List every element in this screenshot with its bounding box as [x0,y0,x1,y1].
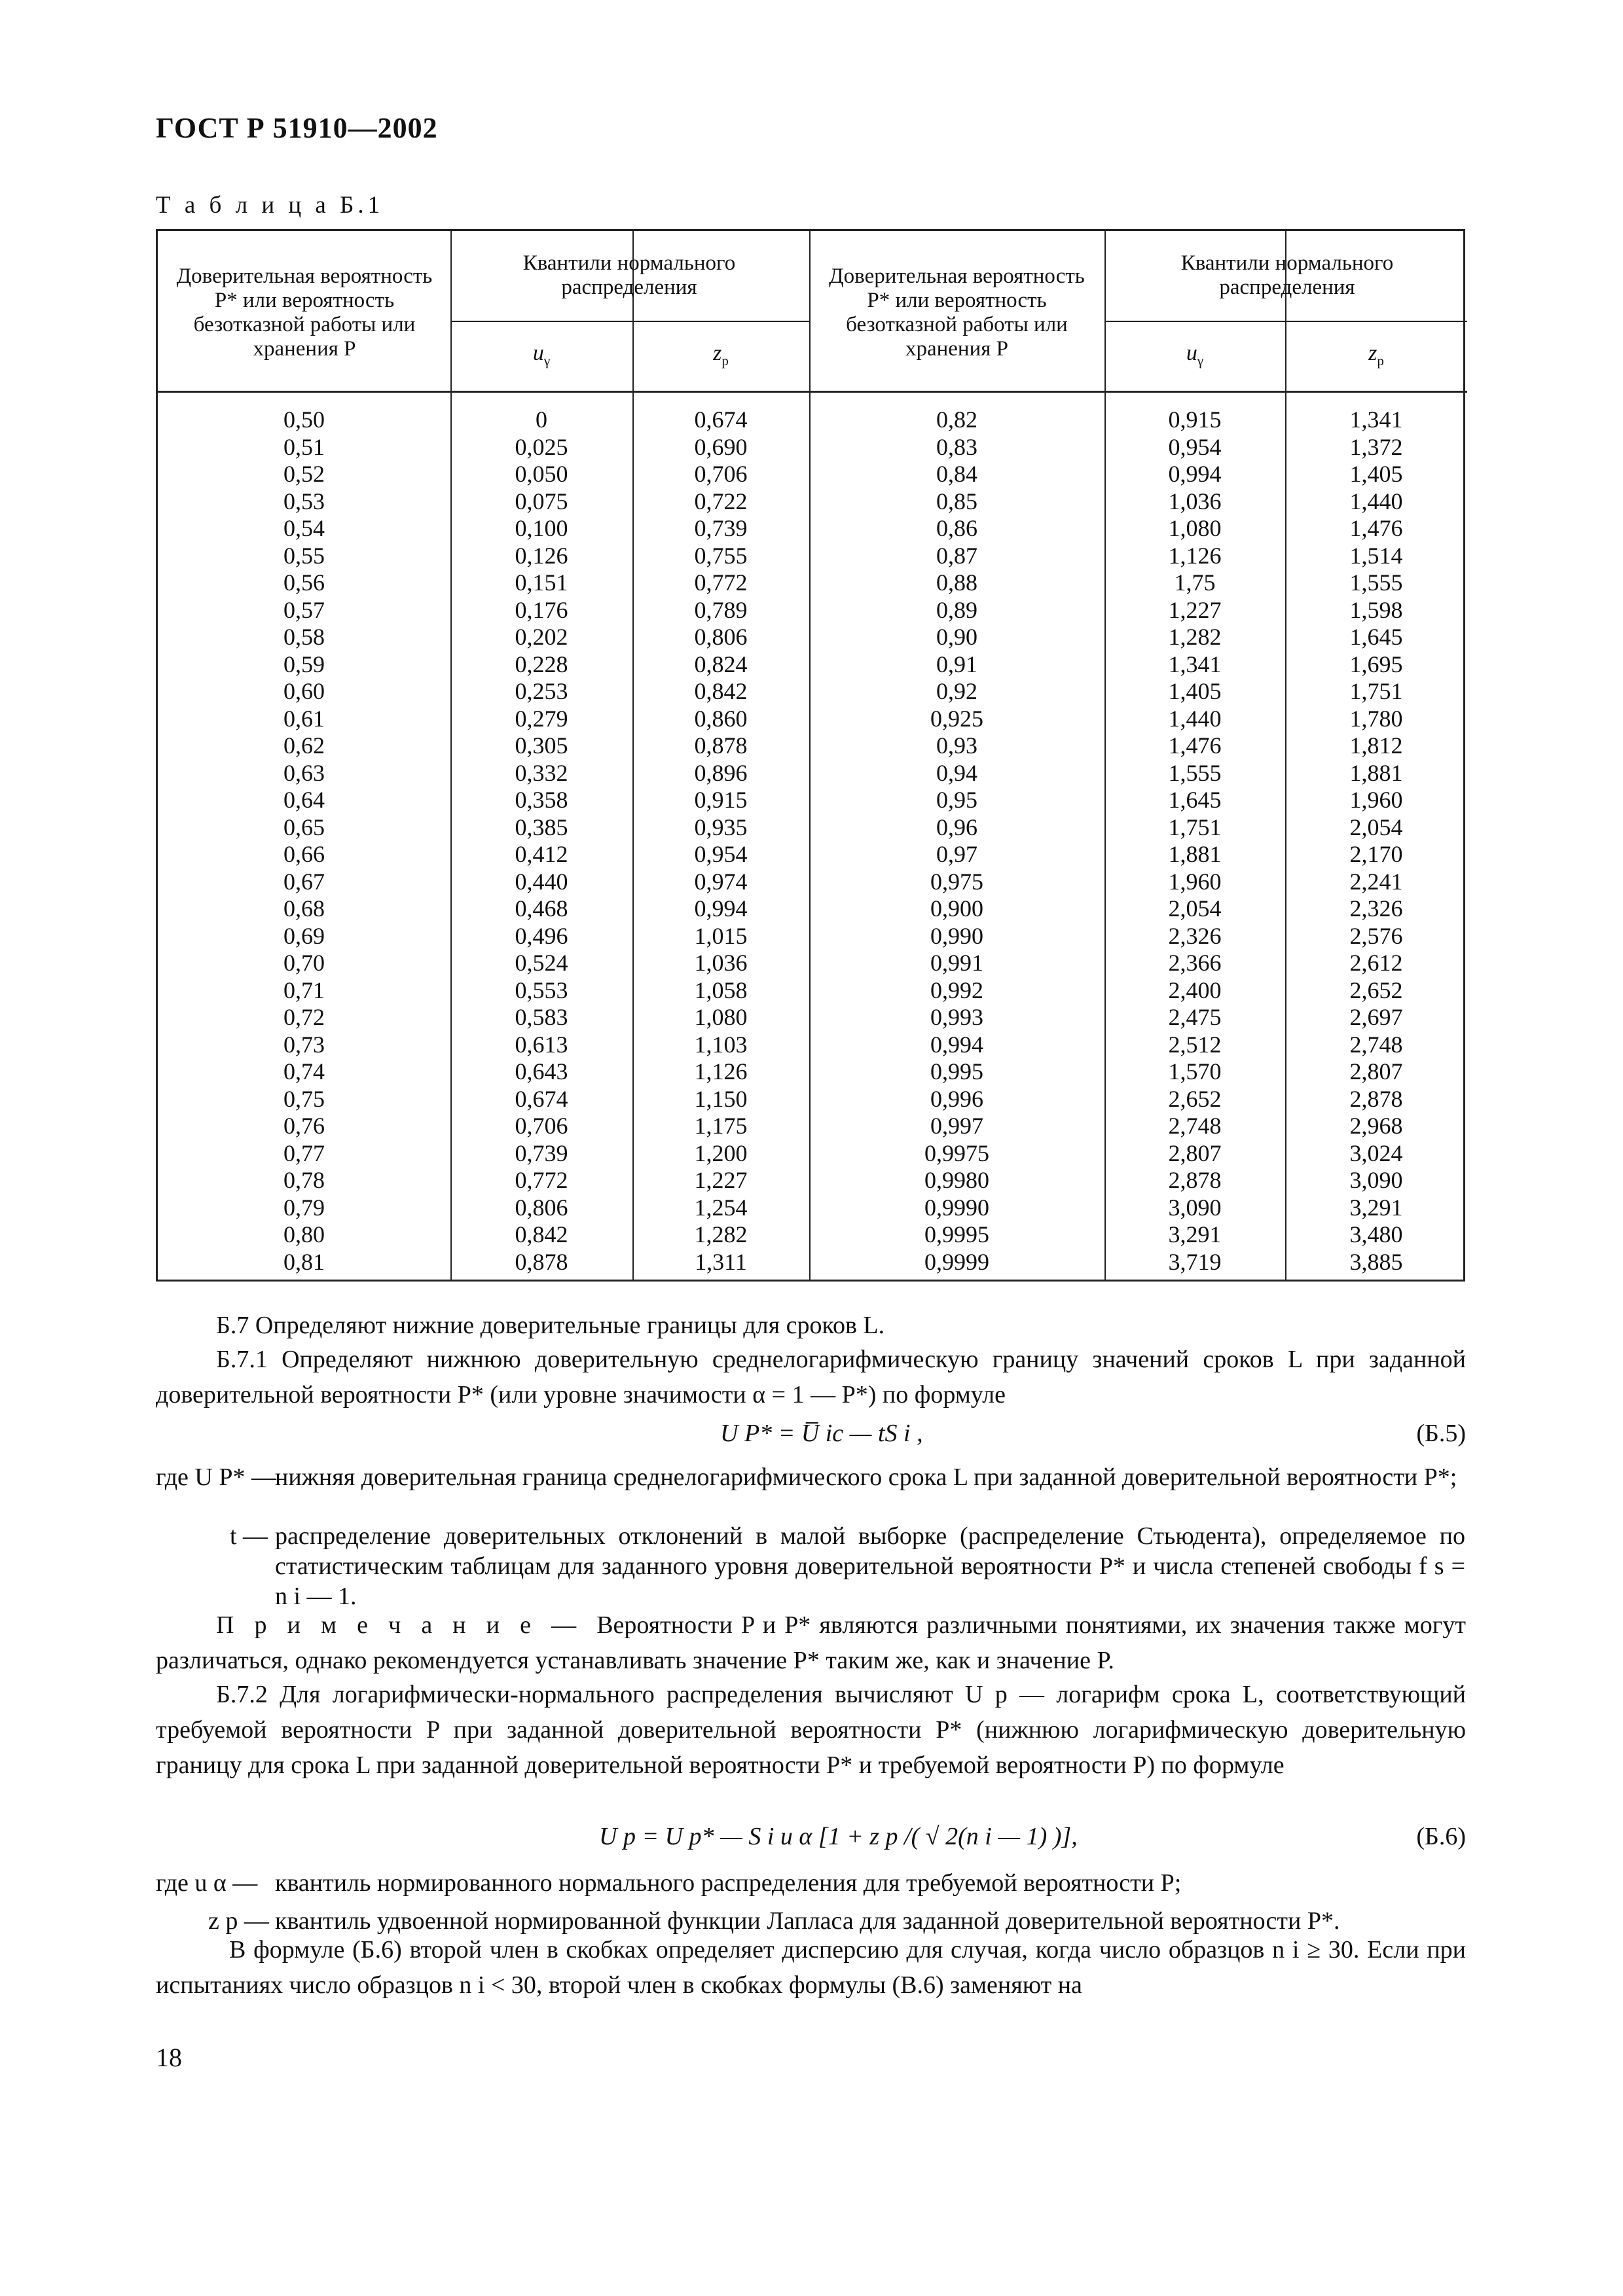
table-cell: 0,60 [283,678,325,704]
table-cell: 3,719 [1168,1248,1222,1275]
table-cell: 1,514 [1349,542,1403,569]
table-cell: 1,405 [1168,678,1222,704]
header-u-gamma: $u_\gamma$ [532,340,551,368]
table-cell: 0,86 [936,515,977,541]
table-cell: 0,358 [515,787,568,813]
table-cell: 0,674 [694,406,748,433]
table-cell: 3,885 [1349,1248,1403,1275]
formula-b5: U P* = U̅ ic — tS i , [720,1420,923,1447]
table-cell: 0,996 [930,1085,983,1112]
table-cell: 0,842 [515,1221,568,1247]
table-cell: 0,54 [283,515,325,541]
table-cell: 0,97 [936,841,977,867]
table-cell: 0,553 [515,977,568,1003]
table-cell: 1,080 [694,1004,748,1030]
table-cell: 0,253 [515,678,568,704]
table-cell: 2,652 [1349,977,1403,1003]
column-left-u [450,406,632,1276]
table-cell: 0,994 [694,895,748,922]
table-cell: 1,645 [1349,624,1403,650]
document-header: ГОСТ Р 51910—2002 [156,112,438,144]
table-cell: 0,52 [283,461,325,487]
table-cell: 1,311 [695,1248,747,1275]
column-right-z [1285,406,1467,1276]
table-cell: 2,054 [1349,814,1403,840]
formula-b6: U p = U p* — S i u α [1 + z p /( √ 2(n i — 1) )], [599,1823,1078,1850]
table-cell: 0,9995 [924,1221,989,1247]
table-cell: 1,036 [1168,488,1222,514]
table-cell: 2,512 [1168,1031,1222,1058]
table-cell: 0,63 [283,759,325,786]
table-cell: 2,241 [1349,868,1403,895]
table-cell: 0,126 [515,542,568,569]
table-cell: 1,080 [1168,515,1222,541]
table-cell: 0,68 [283,895,325,922]
table-cell: 0,55 [283,542,325,569]
table-cell: 0,706 [515,1113,568,1139]
table-divider [1104,321,1467,322]
table-cell: 0,991 [930,950,983,976]
table-cell: 1,476 [1168,732,1222,759]
table-cell: 0,9980 [924,1167,989,1193]
header-separator [158,391,1467,393]
table-cell: 0,806 [694,624,748,650]
table-cell: 0,706 [694,461,748,487]
table-cell: 3,291 [1349,1194,1403,1221]
table-cell: 0,81 [283,1248,325,1275]
where-term-upstar: где U P* — [156,1463,276,1491]
table-cell: 1,598 [1349,596,1403,623]
where-def-ualpha: квантиль нормированного нормального распределения для требуемой вероятности P; [275,1869,1182,1897]
table-cell: 0,739 [694,515,748,541]
header-u-gamma-right: $u_\gamma$ [1186,340,1204,368]
table-cell: 1,254 [694,1194,748,1221]
table-cell: 1,881 [1349,759,1403,786]
table-cell: 0,228 [515,651,568,677]
table-divider [450,321,809,322]
table-cell: 0,997 [930,1113,983,1139]
where-term-t: t — [230,1522,268,1550]
table-cell: 0,995 [930,1058,983,1085]
where-def-upstar: нижняя доверительная граница среднелогарифмического срока L при заданной доверительной вероятности P*; [275,1463,1457,1491]
header-z-p: $z_p$ [713,340,729,368]
table-cell: 0,76 [283,1113,325,1139]
table-cell: 1,282 [694,1221,748,1247]
table-cell: 1,015 [694,922,748,949]
paragraph-last: В формуле (Б.6) второй член в скобках определяет дисперсию для случая, когда число образцов n i ≥ 30. Если при испытаниях число образцов n i < 30, второй член в скобках формулы (В.6) заменяют на [156,1936,1466,1999]
table-cell: 0,151 [515,569,568,596]
table-cell: 0,878 [694,732,748,759]
table-cell: 0,72 [283,1004,325,1030]
table-cell: 0,53 [283,488,325,514]
table-cell: 1,282 [1168,624,1222,650]
table-cell: 1,126 [1168,542,1222,569]
table-cell: 1,103 [694,1031,748,1058]
table-cell: 0,878 [515,1248,568,1275]
table-cell: 1,695 [1349,651,1403,677]
table-cell: 0,58 [283,624,325,650]
table-cell: 0,974 [694,868,748,895]
table-cell: 0,77 [283,1139,325,1166]
header-probability: Доверительная вероятность P* или вероятность безотказной работы или хранения P [176,264,433,361]
table-cell: 0,772 [694,569,748,596]
table-cell: 0,87 [936,542,977,569]
table-cell: 0,690 [694,433,748,460]
table-cell: 0,613 [515,1031,568,1058]
table-cell: 0,94 [936,759,977,786]
table-cell: 2,878 [1168,1167,1222,1193]
table-cell: 0,71 [283,977,325,1003]
page-number: 18 [156,2043,182,2072]
table-cell: 1,372 [1349,433,1403,460]
table-cell: 0,78 [283,1167,325,1193]
table-cell: 0,75 [283,1085,325,1112]
table-cell: 0,925 [930,705,983,732]
header-quantiles-right: Квантили нормального распределения [1180,251,1394,299]
table-cell: 0,88 [936,569,977,596]
table-cell: 1,036 [694,950,748,976]
table-cell: 1,751 [1349,678,1403,704]
table-cell: 0,79 [283,1194,325,1221]
table-cell: 1,440 [1168,705,1222,732]
table-cell: 0,772 [515,1167,568,1193]
where-def-t: распределение доверительных отклонений в малой выборке (распределение Стьюдента), определяемое по статистическим таблицам для заданного уровня доверительной вероятности P* и числа степеней свободы f s = n i — 1. [275,1522,1465,1610]
note-paragraph [156,1607,1466,1678]
table-cell: 0,385 [515,814,568,840]
column-left-p [158,406,450,1276]
column-right-p [809,406,1104,1276]
table-cell: 3,291 [1168,1221,1222,1247]
table-cell: 2,054 [1168,895,1222,922]
table-cell: 0,70 [283,950,325,976]
table-cell: 0,9990 [924,1194,989,1221]
column-right-u [1104,406,1285,1276]
table-cell: 0,61 [283,705,325,732]
header-probability-right: Доверительная вероятность P* или вероятность безотказной работы или хранения P [829,264,1085,361]
table-cell: 0,915 [694,787,748,813]
table-cell: 0,62 [283,732,325,759]
table-cell: 1,881 [1168,841,1222,867]
table-cell: 0,994 [1168,461,1222,487]
table-cell: 0,332 [515,759,568,786]
table-cell: 0,954 [694,841,748,867]
table-cell: 0,74 [283,1058,325,1085]
table-cell: 0,075 [515,488,568,514]
table-cell: 2,326 [1168,922,1222,949]
table-cell: 0,915 [1168,406,1222,433]
table-cell: 0,66 [283,841,325,867]
table-cell: 0,51 [283,433,325,460]
table-title: Т а б л и ц а Б.1 [156,192,384,219]
table-cell: 1,341 [1168,651,1222,677]
column-left-z [632,406,809,1276]
table-cell: 0,994 [930,1031,983,1058]
table-cell: 0,85 [936,488,977,514]
table-cell: 0,755 [694,542,748,569]
table-cell: 0,583 [515,1004,568,1030]
table-cell: 0,93 [936,732,977,759]
table-cell: 2,475 [1168,1004,1222,1030]
table-cell: 0,025 [515,433,568,460]
table-cell: 0,524 [515,950,568,976]
table-cell: 2,878 [1349,1085,1403,1112]
table-cell: 1,751 [1168,814,1222,840]
table-cell: 1,812 [1349,732,1403,759]
table-cell: 0,50 [283,406,325,433]
quantile-table [156,229,1465,1282]
table-cell: 0,279 [515,705,568,732]
table-cell: 1,960 [1349,787,1403,813]
table-cell: 2,326 [1349,895,1403,922]
table-cell: 3,024 [1349,1139,1403,1166]
table-cell: 0,73 [283,1031,325,1058]
table-cell: 0,674 [515,1085,568,1112]
table-cell: 0 [536,406,547,433]
table-cell: 0,59 [283,651,325,677]
table-cell: 0,975 [930,868,983,895]
table-cell: 1,150 [694,1085,748,1112]
table-cell: 0,82 [936,406,977,433]
table-cell: 0,65 [283,814,325,840]
table-cell: 2,748 [1349,1031,1403,1058]
table-cell: 0,176 [515,596,568,623]
header-z-p-right: $z_p$ [1368,340,1384,368]
table-cell: 0,992 [930,977,983,1003]
table-cell: 1,175 [694,1113,748,1139]
table-cell: 1,227 [1168,596,1222,623]
table-cell: 1,126 [694,1058,748,1085]
table-cell: 0,496 [515,922,568,949]
table-cell: 1,555 [1168,759,1222,786]
table-cell: 1,200 [694,1139,748,1166]
table-cell: 0,896 [694,759,748,786]
where-def-zp: квантиль удвоенной нормированной функции Лапласа для заданной доверительной вероятности P*. [275,1907,1340,1935]
table-cell: 3,480 [1349,1221,1403,1247]
table-cell: 0,824 [694,651,748,677]
table-cell: 0,722 [694,488,748,514]
table-cell: 0,83 [936,433,977,460]
note-text: Вероятности P и P* являются различными понятиями, их значения также могут различаться, однако рекомендуется устанавливать значение P* таким же, как и значение P. [156,1611,1466,1674]
table-cell: 1,227 [694,1167,748,1193]
where-term-ualpha: где u α — [156,1869,258,1897]
table-cell: 0,860 [694,705,748,732]
table-cell: 1,476 [1349,515,1403,541]
table-cell: 2,697 [1349,1004,1403,1030]
table-cell: 0,954 [1168,433,1222,460]
table-cell: 0,69 [283,922,325,949]
formula-b5-number: (Б.5) [1416,1420,1466,1447]
table-cell: 0,92 [936,678,977,704]
table-cell: 0,95 [936,787,977,813]
table-cell: 0,9999 [924,1248,989,1275]
table-cell: 0,789 [694,596,748,623]
table-cell: 1,058 [694,977,748,1003]
table-cell: 0,9975 [924,1139,989,1166]
table-cell: 2,807 [1349,1058,1403,1085]
table-cell: 3,090 [1168,1194,1222,1221]
table-cell: 0,89 [936,596,977,623]
table-cell: 0,412 [515,841,568,867]
table-cell: 2,807 [1168,1139,1222,1166]
table-cell: 1,645 [1168,787,1222,813]
table-cell: 0,900 [930,895,983,922]
table-cell: 0,643 [515,1058,568,1085]
paragraph-b71: Б.7.1 Определяют нижнюю доверительную среднелогарифмическую границу значений сроков L при заданной доверительной вероятности P* (или уровне значимости α = 1 — P*) по формуле [156,1346,1466,1408]
paragraph-b72: Б.7.2 Для логарифмически-нормального распределения вычисляют U p — логарифм срока L, соответствующий требуемой вероятности P при заданной доверительной вероятности P* (нижнюю логарифмическую доверительную границу для срока L при заданной доверительной вероятности P* и требуемой вероятности P) по формуле [156,1681,1466,1779]
table-cell: 0,305 [515,732,568,759]
table-cell: 2,748 [1168,1113,1222,1139]
table-cell: 1,570 [1168,1058,1222,1085]
table-cell: 0,202 [515,624,568,650]
header-quantiles: Квантили нормального распределения [522,251,736,299]
table-cell: 0,993 [930,1004,983,1030]
table-cell: 2,612 [1349,950,1403,976]
table-cell: 0,739 [515,1139,568,1166]
table-cell: 0,57 [283,596,325,623]
table-cell: 1,405 [1349,461,1403,487]
table-cell: 0,842 [694,678,748,704]
table-cell: 1,555 [1349,569,1403,596]
where-term-zp: z p — [208,1907,269,1935]
table-cell: 3,090 [1349,1167,1403,1193]
note-label: П р и м е ч а н и е — [216,1611,597,1639]
table-cell: 0,67 [283,868,325,895]
table-cell: 0,91 [936,651,977,677]
table-cell: 1,960 [1168,868,1222,895]
table-cell: 0,90 [936,624,977,650]
table-cell: 0,050 [515,461,568,487]
table-cell: 1,75 [1174,569,1216,596]
table-cell: 0,64 [283,787,325,813]
table-cell: 2,400 [1168,977,1222,1003]
formula-b6-number: (Б.6) [1416,1823,1466,1850]
table-cell: 1,341 [1349,406,1403,433]
table-cell: 0,100 [515,515,568,541]
table-cell: 0,56 [283,569,325,596]
table-cell: 0,84 [936,461,977,487]
table-cell: 2,366 [1168,950,1222,976]
table-cell: 2,652 [1168,1085,1222,1112]
table-cell: 2,170 [1349,841,1403,867]
table-cell: 0,468 [515,895,568,922]
table-cell: 2,968 [1349,1113,1403,1139]
paragraph-b7: Б.7 Определяют нижние доверительные границы для сроков L. [216,1312,885,1339]
table-cell: 1,780 [1349,705,1403,732]
table-cell: 0,990 [930,922,983,949]
table-cell: 0,935 [694,814,748,840]
table-cell: 2,576 [1349,922,1403,949]
table-cell: 0,440 [515,868,568,895]
table-cell: 0,806 [515,1194,568,1221]
table-cell: 1,440 [1349,488,1403,514]
table-cell: 0,96 [936,814,977,840]
table-cell: 0,80 [283,1221,325,1247]
